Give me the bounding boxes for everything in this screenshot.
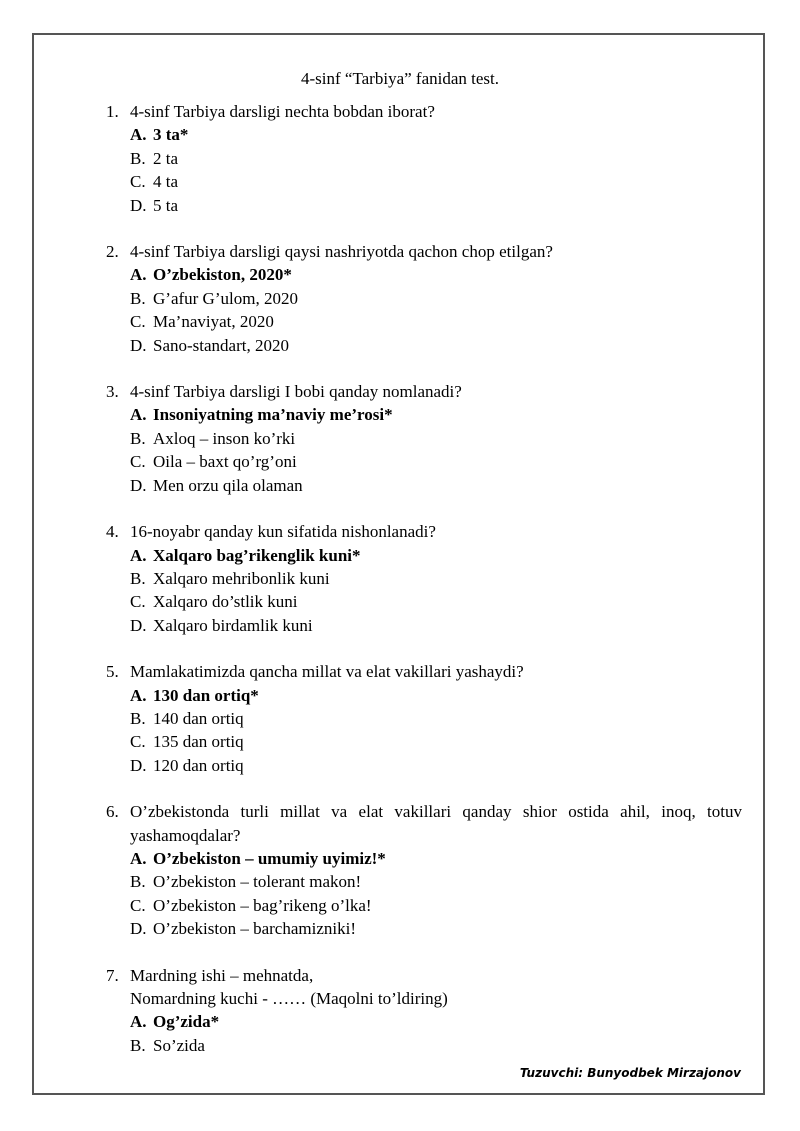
option-a-correct	[130, 684, 742, 707]
question-text: Mamlakatimizda qancha millat va elat vakillari yashaydi?	[130, 662, 524, 682]
option-letter: D.	[130, 919, 147, 939]
question-5	[106, 660, 742, 777]
option-list	[130, 1010, 742, 1057]
option-text: Axloq – inson ko’rki	[153, 428, 296, 448]
question-text-line: Mardning ishi – mehnatda,	[130, 965, 314, 985]
option-list	[130, 123, 742, 217]
question-list	[106, 100, 742, 1080]
option-text: O’zbekiston – bag’rikeng o’lka!	[153, 895, 372, 915]
option-letter: C.	[130, 312, 146, 332]
option-letter: D.	[130, 195, 147, 215]
option-letter: B.	[130, 708, 146, 728]
option-text: 5 ta	[153, 195, 179, 215]
question-text: 4-sinf Tarbiya darsligi nechta bobdan iborat?	[130, 102, 435, 121]
option-d	[130, 474, 742, 497]
question-number: 3.	[106, 382, 119, 402]
option-d	[130, 334, 742, 357]
option-b	[130, 870, 742, 893]
option-text: O’zbekiston – barchamizniki!	[153, 919, 356, 939]
question-text: 4-sinf Tarbiya darsligi I bobi qanday nomlanadi?	[130, 382, 462, 402]
option-d	[130, 614, 742, 637]
option-text: O’zbekiston – tolerant makon!	[153, 872, 362, 892]
option-list	[130, 263, 742, 357]
option-d	[130, 754, 742, 777]
option-text: Sano-standart, 2020	[153, 335, 289, 355]
option-letter: B.	[130, 288, 146, 308]
option-letter: D.	[130, 475, 147, 495]
option-d	[130, 194, 742, 217]
question-text: 16-noyabr qanday kun sifatida nishonlanadi?	[130, 522, 436, 542]
option-text: O’zbekiston, 2020*	[153, 265, 292, 285]
option-b	[130, 567, 742, 590]
option-a-correct	[130, 1010, 742, 1033]
option-letter: A.	[130, 125, 147, 145]
option-a-correct	[130, 847, 742, 870]
option-a-correct	[130, 403, 742, 426]
option-list	[130, 684, 742, 778]
option-list	[130, 544, 742, 638]
question-number: 4.	[106, 522, 119, 542]
option-text: 130 dan ortiq*	[153, 685, 259, 705]
question-3	[106, 380, 742, 497]
option-a-correct	[130, 123, 742, 146]
question-number: 7.	[106, 965, 119, 985]
option-letter: C.	[130, 732, 146, 752]
option-text: O’zbekiston – umumiy uyimiz!*	[153, 848, 386, 868]
option-d	[130, 917, 742, 940]
option-text: Og’zida*	[153, 1012, 220, 1032]
option-text: G’afur G’ulom, 2020	[153, 288, 298, 308]
option-letter: B.	[130, 872, 146, 892]
option-letter: C.	[130, 592, 146, 612]
option-letter: A.	[130, 848, 147, 868]
option-letter: A.	[130, 1012, 147, 1032]
option-letter: B.	[130, 428, 146, 448]
option-letter: C.	[130, 452, 146, 472]
option-c	[130, 450, 742, 473]
option-text: So’zida	[153, 1035, 205, 1055]
option-text: 3 ta*	[153, 125, 189, 145]
option-b	[130, 707, 742, 730]
option-text: Men orzu qila olaman	[153, 475, 303, 495]
option-b	[130, 147, 742, 170]
author-credit: Tuzuvchi: Bunyodbek Mirzajonov	[519, 1066, 741, 1080]
option-list	[130, 403, 742, 497]
option-text: 4 ta	[153, 172, 179, 192]
option-letter: A.	[130, 265, 147, 285]
option-a-correct	[130, 263, 742, 286]
option-c	[130, 310, 742, 333]
option-text: Oila – baxt qo’rg’oni	[153, 452, 297, 472]
question-number: 2.	[106, 242, 119, 262]
option-letter: B.	[130, 148, 146, 168]
question-number: 6.	[106, 802, 119, 822]
option-letter: D.	[130, 615, 147, 635]
question-number: 1.	[106, 102, 119, 121]
option-text: Xalqaro mehribonlik kuni	[153, 568, 330, 588]
option-letter: A.	[130, 545, 147, 565]
question-1	[106, 100, 742, 217]
option-b	[130, 427, 742, 450]
option-text: 2 ta	[153, 148, 179, 168]
option-text: Ma’naviyat, 2020	[153, 312, 274, 332]
option-list	[130, 847, 742, 941]
option-letter: A.	[130, 685, 147, 705]
question-text-line: Nomardning kuchi - …… (Maqolni to’ldiring)	[130, 989, 448, 1008]
question-number: 5.	[106, 662, 119, 682]
option-c	[130, 894, 742, 917]
question-6	[106, 800, 742, 940]
option-letter: C.	[130, 895, 146, 915]
option-text: 135 dan ortiq	[153, 732, 244, 752]
option-b	[130, 1034, 742, 1057]
option-text: Xalqaro bag’rikenglik kuni*	[153, 545, 361, 565]
option-letter: B.	[130, 1035, 146, 1055]
option-letter: C.	[130, 172, 146, 192]
option-c	[130, 730, 742, 753]
option-letter: A.	[130, 405, 147, 425]
option-letter: D.	[130, 335, 147, 355]
page-title: 4-sinf “Tarbiya” fanidan test.	[300, 69, 499, 88]
option-text: 140 dan ortiq	[153, 708, 244, 728]
option-text: Xalqaro birdamlik kuni	[153, 615, 313, 635]
question-text	[130, 964, 742, 1011]
option-a-correct	[130, 544, 742, 567]
question-2	[106, 240, 742, 357]
question-text: O’zbekistonda turli millat va elat vakillari qanday shior ostida ahil, inoq, totuv yashamoqdalar?	[130, 802, 742, 845]
option-text: 120 dan ortiq	[153, 755, 244, 775]
question-4	[106, 520, 742, 637]
option-letter: B.	[130, 568, 146, 588]
option-c	[130, 170, 742, 193]
option-text: Insoniyatning ma’naviy me’rosi*	[153, 405, 393, 425]
question-7	[106, 964, 742, 1058]
option-text: Xalqaro do’stlik kuni	[153, 592, 298, 612]
question-text: 4-sinf Tarbiya darsligi qaysi nashriyotda qachon chop etilgan?	[130, 242, 553, 262]
option-c	[130, 590, 742, 613]
option-letter: D.	[130, 755, 147, 775]
option-b	[130, 287, 742, 310]
